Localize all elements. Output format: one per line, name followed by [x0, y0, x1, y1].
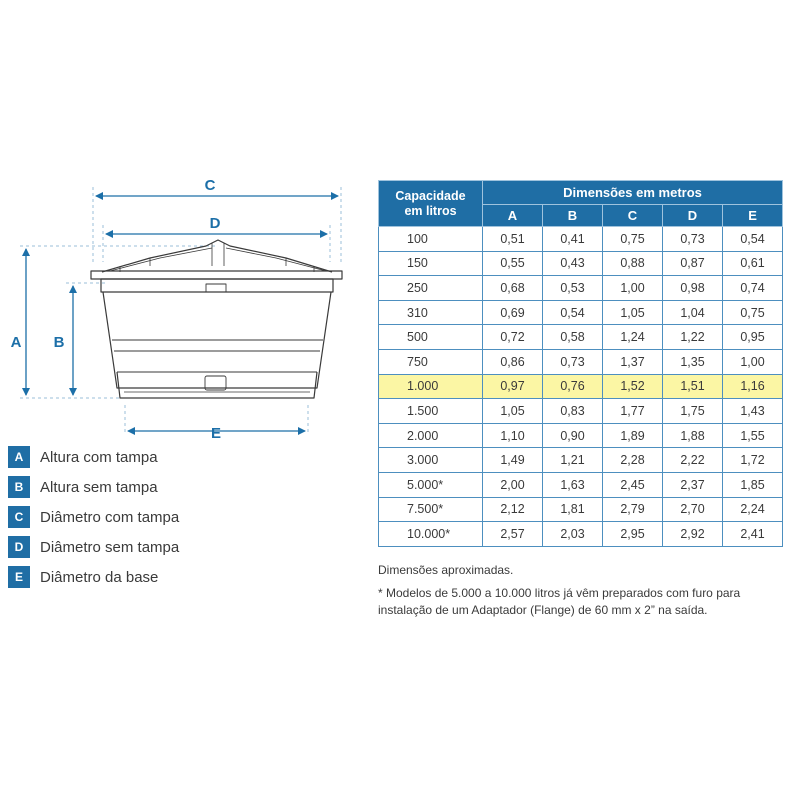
table-row: [379, 399, 783, 424]
capacity-cell: 5.000*: [379, 472, 483, 497]
dimension-cell-e: 0,95: [723, 325, 783, 350]
dimension-cell-e: 0,75: [723, 300, 783, 325]
legend-text-b: Altura sem tampa: [40, 478, 158, 496]
dimension-cell-a: 2,00: [483, 472, 543, 497]
dimension-cell-b: 0,58: [543, 325, 603, 350]
dimension-cell-e: 0,61: [723, 251, 783, 276]
dimension-cell-b: 1,63: [543, 472, 603, 497]
dimension-cell-a: 0,72: [483, 325, 543, 350]
capacity-cell: 310: [379, 300, 483, 325]
dimension-cell-b: 0,41: [543, 227, 603, 252]
dimensions-table: [378, 180, 783, 547]
dimension-cell-d: 1,88: [663, 423, 723, 448]
dim-label-d: D: [209, 215, 221, 232]
footnote: * Modelos de 5.000 a 10.000 litros já vêm preparados com furo para instalação de um Adaptador (Flange) de 60 mm x 2” na saída.: [378, 586, 741, 617]
dimension-cell-b: 0,90: [543, 423, 603, 448]
dimension-cell-b: 1,21: [543, 448, 603, 473]
dimension-cell-c: 2,79: [603, 497, 663, 522]
dimension-cell-d: 1,75: [663, 399, 723, 424]
dimensions-group-header: Dimensões em metros: [483, 181, 783, 205]
legend-badge-e: E: [8, 566, 30, 588]
dimension-cell-a: 0,86: [483, 349, 543, 374]
capacity-cell: 1.500: [379, 399, 483, 424]
dimension-cell-c: 0,88: [603, 251, 663, 276]
legend-item-a: [8, 446, 358, 468]
dimension-cell-c: 2,28: [603, 448, 663, 473]
dimension-cell-c: 1,89: [603, 423, 663, 448]
capacity-cell: 250: [379, 276, 483, 301]
dimension-cell-d: 2,92: [663, 522, 723, 547]
approximate-note: Dimensões aproximadas.: [378, 563, 514, 577]
dimension-cell-b: 0,83: [543, 399, 603, 424]
legend-text-a: Altura com tampa: [40, 448, 158, 466]
table-row: [379, 300, 783, 325]
table-row: [379, 374, 783, 399]
column-header-e: E: [723, 205, 783, 227]
table-body: [379, 227, 783, 547]
dimension-cell-c: 1,24: [603, 325, 663, 350]
dimension-cell-c: 0,75: [603, 227, 663, 252]
table-row: [379, 325, 783, 350]
dimension-cell-d: 1,04: [663, 300, 723, 325]
capacity-cell: 750: [379, 349, 483, 374]
dimension-cell-c: 1,77: [603, 399, 663, 424]
legend-badge-b: B: [8, 476, 30, 498]
dimension-cell-a: 1,05: [483, 399, 543, 424]
table-row: [379, 423, 783, 448]
dim-label-b: B: [53, 334, 65, 351]
capacity-header-line-1: Capacidade: [395, 188, 466, 203]
table-row: [379, 251, 783, 276]
table-header-row: [379, 181, 783, 205]
legend-item-c: [8, 506, 358, 528]
table-row: [379, 276, 783, 301]
dim-label-e: E: [210, 425, 222, 442]
dim-label-c: C: [204, 177, 216, 194]
tank-diagram: [0, 0, 370, 460]
legend-badge-a: A: [8, 446, 30, 468]
dimension-cell-e: 0,74: [723, 276, 783, 301]
dim-label-a: A: [10, 334, 22, 351]
dimension-cell-d: 0,87: [663, 251, 723, 276]
dimension-cell-b: 0,43: [543, 251, 603, 276]
dimension-cell-a: 0,68: [483, 276, 543, 301]
capacity-cell: 3.000: [379, 448, 483, 473]
dimension-cell-c: 1,05: [603, 300, 663, 325]
capacity-cell: 150: [379, 251, 483, 276]
dimension-cell-e: 2,24: [723, 497, 783, 522]
table-row: [379, 522, 783, 547]
dimension-cell-b: 0,54: [543, 300, 603, 325]
dimension-cell-a: 0,51: [483, 227, 543, 252]
capacity-header-line-2: em litros: [404, 203, 457, 218]
tank-drawing: [91, 240, 342, 398]
dimension-cell-b: 1,81: [543, 497, 603, 522]
dimension-cell-d: 0,98: [663, 276, 723, 301]
table-row: [379, 497, 783, 522]
dimension-cell-d: 0,73: [663, 227, 723, 252]
dimension-cell-b: 0,73: [543, 349, 603, 374]
dimension-cell-d: 2,37: [663, 472, 723, 497]
table-row: [379, 472, 783, 497]
table-row: [379, 227, 783, 252]
dimension-cell-d: 2,70: [663, 497, 723, 522]
dimension-cell-e: 1,00: [723, 349, 783, 374]
dimension-cell-a: 2,57: [483, 522, 543, 547]
dimension-cell-c: 2,45: [603, 472, 663, 497]
capacity-cell: 100: [379, 227, 483, 252]
dimension-cell-c: 2,95: [603, 522, 663, 547]
dimension-cell-e: 1,55: [723, 423, 783, 448]
column-header-a: A: [483, 205, 543, 227]
legend-text-d: Diâmetro sem tampa: [40, 538, 180, 556]
legend-item-b: [8, 476, 358, 498]
table-row: [379, 448, 783, 473]
dimension-cell-d: 2,22: [663, 448, 723, 473]
dimension-cell-c: 1,37: [603, 349, 663, 374]
dimension-cell-e: 0,54: [723, 227, 783, 252]
capacity-header: [379, 181, 483, 227]
dimension-cell-c: 1,00: [603, 276, 663, 301]
legend-text-c: Diâmetro com tampa: [40, 508, 180, 526]
dimension-cell-b: 0,76: [543, 374, 603, 399]
capacity-cell: 7.500*: [379, 497, 483, 522]
capacity-cell: 1.000: [379, 374, 483, 399]
dimension-cell-e: 1,72: [723, 448, 783, 473]
column-header-c: C: [603, 205, 663, 227]
dimension-cell-b: 2,03: [543, 522, 603, 547]
column-header-b: B: [543, 205, 603, 227]
dimension-cell-e: 2,41: [723, 522, 783, 547]
dimension-cell-a: 0,55: [483, 251, 543, 276]
dimension-cell-e: 1,16: [723, 374, 783, 399]
dimension-cell-e: 1,43: [723, 399, 783, 424]
dimension-cell-a: 1,10: [483, 423, 543, 448]
dimension-cell-a: 1,49: [483, 448, 543, 473]
dimension-cell-b: 0,53: [543, 276, 603, 301]
dimension-cell-d: 1,22: [663, 325, 723, 350]
table-row: [379, 349, 783, 374]
dimension-cell-a: 0,97: [483, 374, 543, 399]
legend: [8, 446, 358, 596]
legend-badge-c: C: [8, 506, 30, 528]
legend-badge-d: D: [8, 536, 30, 558]
legend-text-e: Diâmetro da base: [40, 568, 159, 586]
legend-item-d: [8, 536, 358, 558]
dimension-cell-c: 1,52: [603, 374, 663, 399]
dimension-cell-a: 0,69: [483, 300, 543, 325]
capacity-cell: 500: [379, 325, 483, 350]
notes: [378, 562, 782, 619]
dimension-cell-a: 2,12: [483, 497, 543, 522]
legend-item-e: [8, 566, 358, 588]
capacity-cell: 10.000*: [379, 522, 483, 547]
column-header-d: D: [663, 205, 723, 227]
dimension-cell-d: 1,35: [663, 349, 723, 374]
dimension-cell-d: 1,51: [663, 374, 723, 399]
dimension-cell-e: 1,85: [723, 472, 783, 497]
capacity-cell: 2.000: [379, 423, 483, 448]
